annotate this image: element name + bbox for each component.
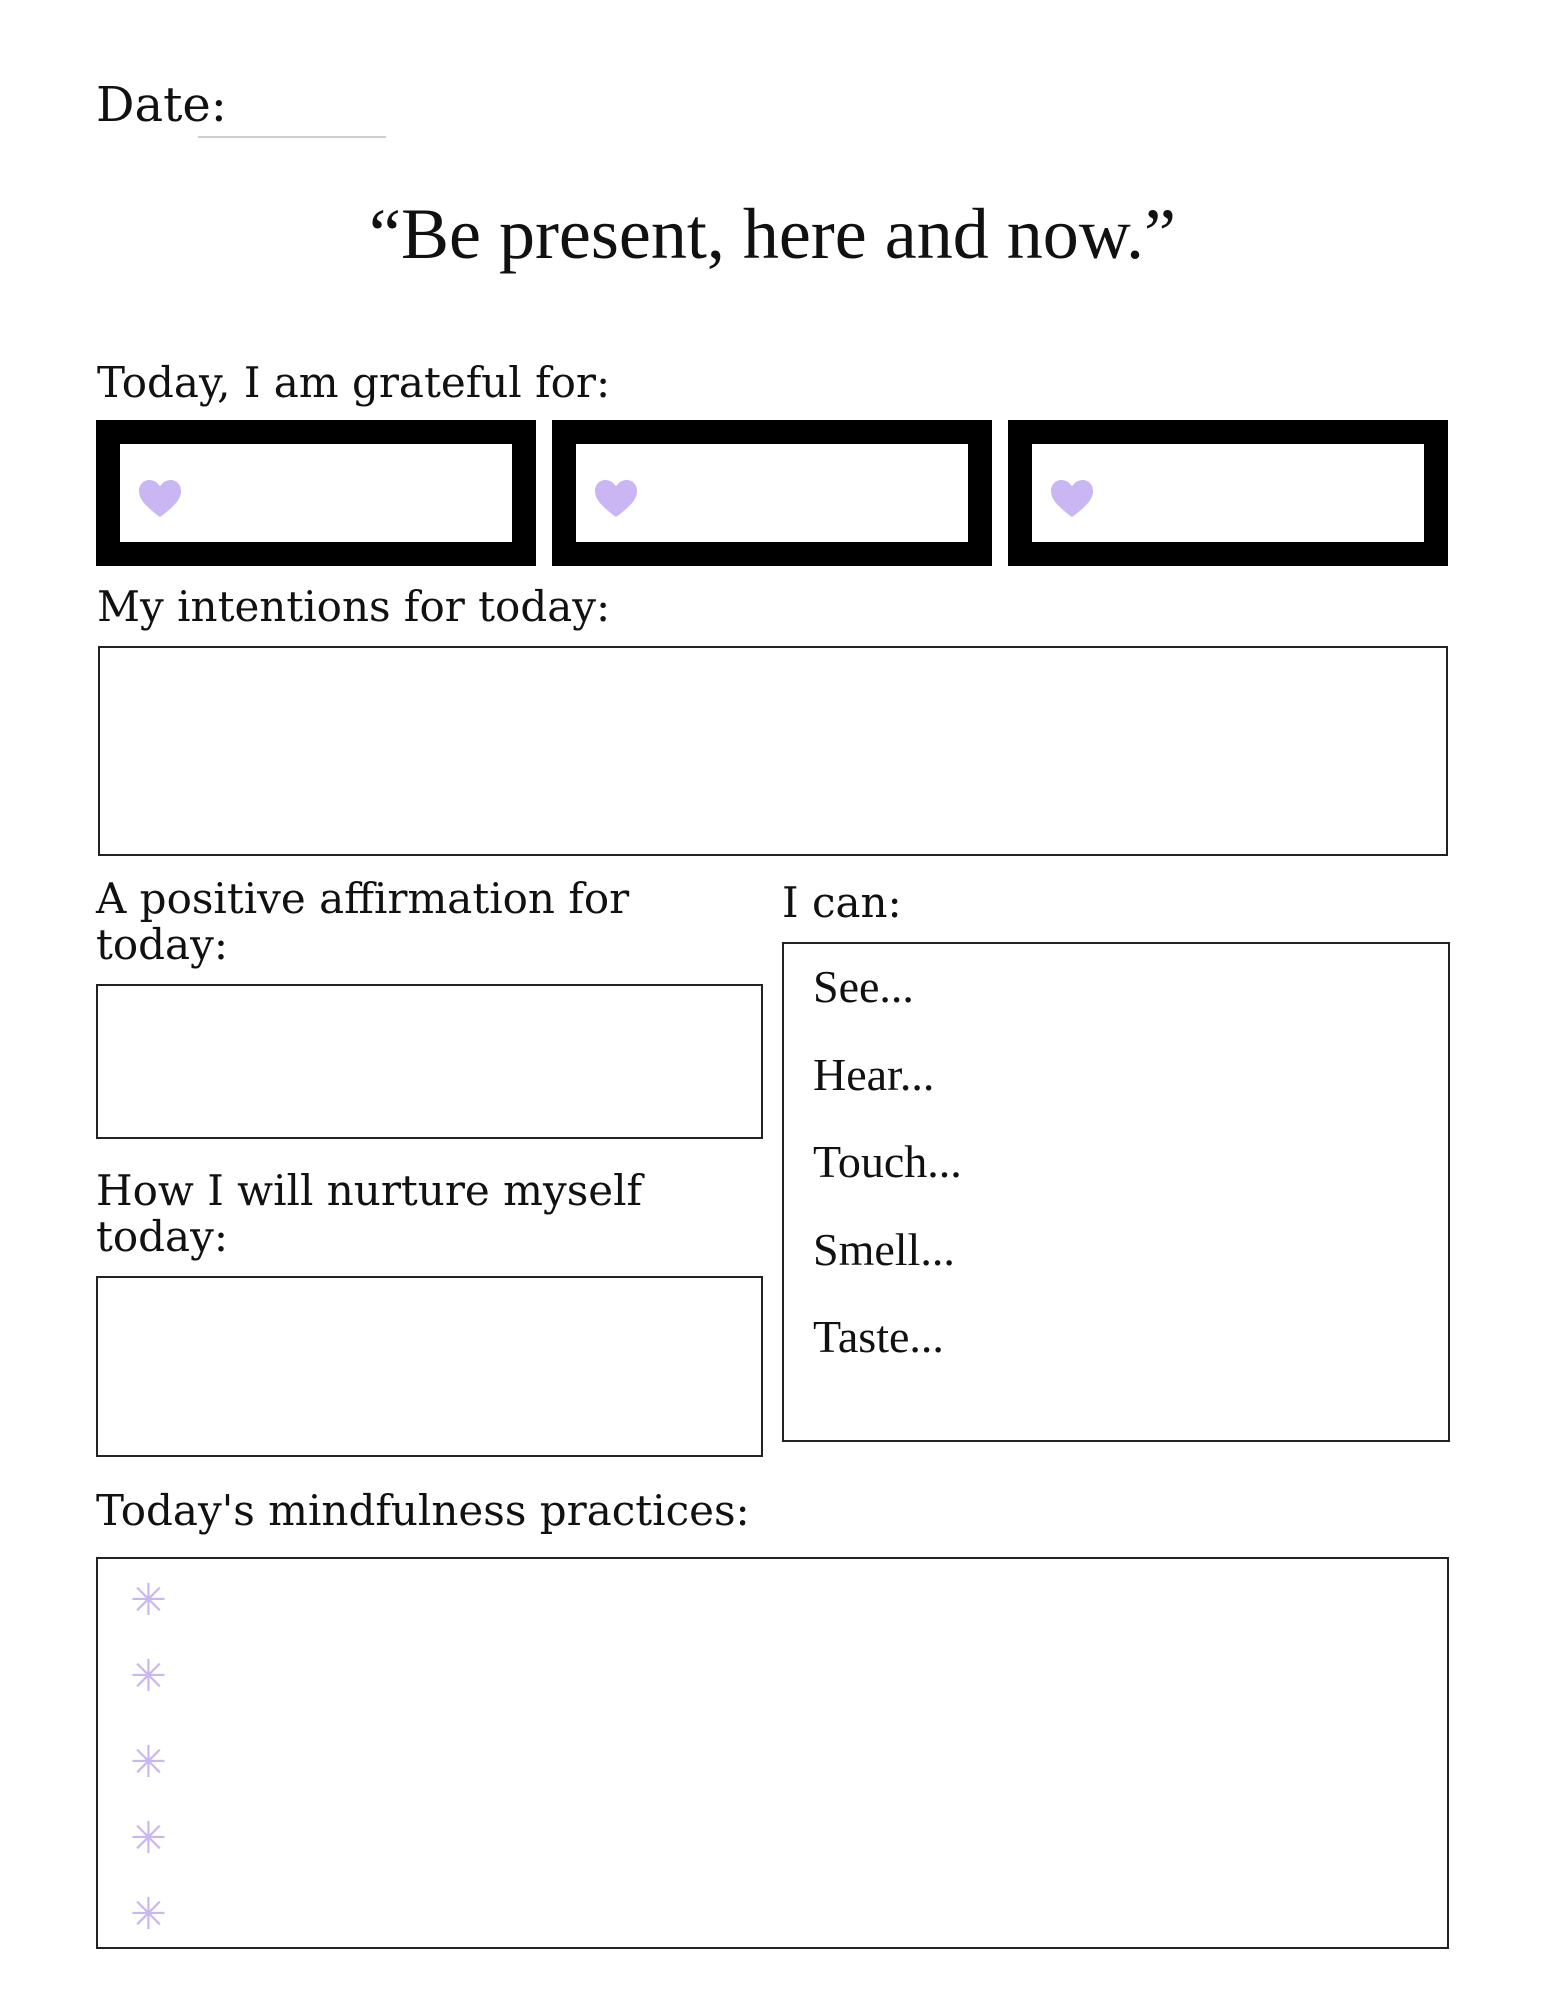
- intentions-label: My intentions for today:: [97, 582, 611, 631]
- intentions-box[interactable]: [98, 646, 1448, 856]
- page-title-quote: “Be present, here and now.”: [369, 194, 1176, 274]
- sense-taste: Taste...: [813, 1311, 944, 1362]
- asterisk-icon: ✳: [130, 1737, 167, 1788]
- sense-hear: Hear...: [813, 1049, 935, 1100]
- asterisk-icon: ✳: [130, 1651, 167, 1702]
- asterisk-icon: ✳: [130, 1889, 167, 1940]
- date-field[interactable]: [198, 136, 386, 138]
- nurture-label-line2: today:: [96, 1212, 228, 1261]
- gratitude-box-3[interactable]: [1008, 420, 1448, 566]
- heart-icon: [593, 479, 639, 519]
- affirmation-box[interactable]: [96, 984, 763, 1139]
- nurture-box[interactable]: [96, 1276, 763, 1457]
- nurture-label-line1: How I will nurture myself: [96, 1166, 643, 1215]
- heart-icon: [137, 479, 183, 519]
- sense-see: See...: [813, 961, 914, 1012]
- gratitude-box-1[interactable]: [96, 420, 536, 566]
- asterisk-icon: ✳: [130, 1813, 167, 1864]
- asterisk-icon: ✳: [130, 1575, 167, 1626]
- senses-label: I can:: [782, 878, 902, 927]
- affirmation-label-line2: today:: [96, 920, 228, 969]
- gratitude-label: Today, I am grateful for:: [97, 358, 611, 407]
- practices-label: Today's mindfulness practices:: [96, 1486, 750, 1535]
- sense-touch: Touch...: [813, 1136, 962, 1187]
- gratitude-box-2[interactable]: [552, 420, 992, 566]
- heart-icon: [1049, 479, 1095, 519]
- date-label: Date:: [96, 77, 227, 133]
- sense-smell: Smell...: [813, 1224, 955, 1275]
- senses-box[interactable]: [782, 942, 1450, 1442]
- practices-box[interactable]: [96, 1557, 1449, 1949]
- affirmation-label-line1: A positive affirmation for: [96, 874, 630, 923]
